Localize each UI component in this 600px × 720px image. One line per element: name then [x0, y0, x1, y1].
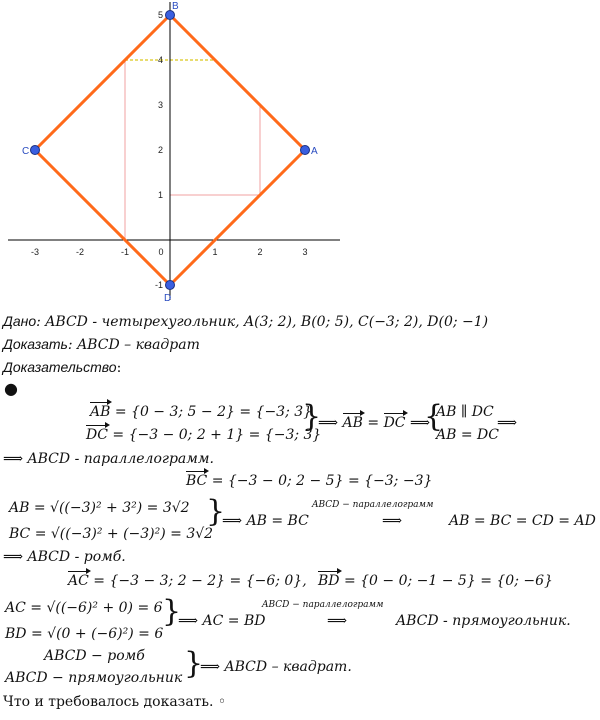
square-conclusion: ⟹ ABCD – квадрат. [200, 659, 352, 675]
vector-dc-value: = {−3 − 0; 2 + 1} = {−3; 3} [107, 427, 322, 443]
right-brace-4: } [184, 646, 204, 681]
length-ab: AB = √((−3)² + 3²) = 3√2 [9, 500, 190, 516]
implication-3: ⟹ AC = BD [178, 613, 266, 629]
implies-arrow: ⟹ [405, 415, 431, 431]
tick-labels [31, 10, 308, 290]
vector-bd: BD [318, 573, 340, 589]
implication-vector-ab: AB [342, 415, 363, 431]
point-a [301, 146, 310, 155]
equal-sides-result: AB = BC = CD = AD [449, 513, 596, 529]
length-ac: AC = √((−6)² + 0) = 6 [5, 600, 163, 616]
implication-2-condition: ABCD − параллелограмм [312, 500, 434, 510]
system-1-top: AB ∥ DC [436, 404, 494, 420]
x-tick-label: -2 [75, 247, 85, 257]
guide-lines [125, 60, 260, 240]
left-brace-1: { [424, 399, 444, 434]
given-label: Дано [3, 313, 37, 329]
x-tick-label: 2 [257, 247, 263, 257]
vector-dc: DC [86, 427, 108, 443]
implication-vector-dc: DC [383, 415, 406, 431]
proof-heading [3, 359, 121, 376]
vector-ab: AB [90, 404, 111, 420]
implication-2: ⟹ AB = BC [222, 513, 309, 529]
x-tick-label: 3 [302, 247, 308, 257]
system-3-bottom: ABCD − прямоугольник [5, 670, 183, 686]
implies-arrow: ⟹ [382, 513, 403, 529]
vector-bd-value: = {0 − 0; −1 − 5} = {0; −6} [339, 573, 553, 589]
system-1-bottom: AB = DC [436, 427, 499, 443]
given-line [3, 313, 488, 330]
y-tick-label: 5 [157, 10, 163, 20]
vector-ac-line [68, 573, 307, 589]
vector-ab-line [90, 404, 312, 420]
y-tick-label: -1 [154, 280, 163, 290]
proof-colon: : [116, 360, 122, 376]
given-text: : ABCD - четырехугольник, A(3; 2), B(0; 5), C(−3; 2), D(0; −1) [36, 314, 489, 330]
right-brace-2: } [206, 494, 226, 529]
parallelogram-conclusion: ⟹ ABCD - параллелограмм. [3, 451, 214, 467]
point-d [166, 281, 175, 290]
bullet: ● [4, 379, 18, 398]
vector-ab-value: = {0 − 3; 5 − 2} = {−3; 3} [110, 404, 313, 420]
point-label-c: C [22, 146, 30, 157]
vector-dc-line [86, 427, 321, 443]
x-tick-label: 0 [158, 247, 164, 257]
implication-3-condition: ABCD − параллелограмм [262, 600, 384, 610]
x-tick-label: -3 [30, 247, 40, 257]
y-tick-label: 1 [157, 190, 163, 200]
proof-label: Доказательство [3, 359, 117, 375]
point-label-d: D [164, 293, 172, 302]
point-label-b: B [172, 1, 179, 12]
rectangle-result: ABCD - прямоугольник. [396, 613, 571, 629]
implies-arrow: ⟹ [327, 613, 348, 629]
point-c [31, 146, 40, 155]
prove-line [3, 336, 200, 353]
vector-ac: AC [68, 573, 89, 589]
right-brace-3: } [162, 594, 182, 629]
implication-1 [318, 415, 430, 431]
y-tick-label: 2 [157, 145, 163, 155]
prove-label: Доказать [3, 336, 68, 352]
length-bc: BC = √((−3)² + (−3)²) = 3√2 [9, 526, 214, 542]
x-tick-label: -1 [120, 247, 130, 257]
vector-bc-line [186, 473, 432, 489]
length-bd: BD = √(0 + (−6)²) = 6 [5, 626, 164, 642]
rhombus-conclusion: ⟹ ABCD - ромб. [3, 549, 126, 565]
axes [8, 2, 340, 300]
vector-bd-line [318, 573, 553, 589]
y-tick-label: 3 [157, 100, 163, 110]
point-label-a: A [311, 146, 318, 157]
coordinate-graph [0, 0, 345, 302]
prove-text: : ABCD – квадрат [67, 337, 200, 353]
system-3-top: ABCD − ромб [44, 648, 145, 664]
final-statement: Что и требовалось доказать. ◦ [3, 694, 227, 710]
vector-bc-value: = {−3 − 0; 2 − 5} = {−3; −3} [207, 473, 433, 489]
implies-arrow: ⟹ [497, 415, 518, 431]
y-tick-label: 4 [157, 55, 163, 65]
equals-sign: = [362, 415, 384, 431]
implies-arrow: ⟹ [318, 415, 343, 431]
vector-ac-value: = {−3 − 3; 2 − 2} = {−6; 0}, [88, 573, 307, 589]
vector-bc: BC [186, 473, 208, 489]
right-brace-1: } [302, 399, 322, 434]
x-tick-label: 1 [212, 247, 218, 257]
